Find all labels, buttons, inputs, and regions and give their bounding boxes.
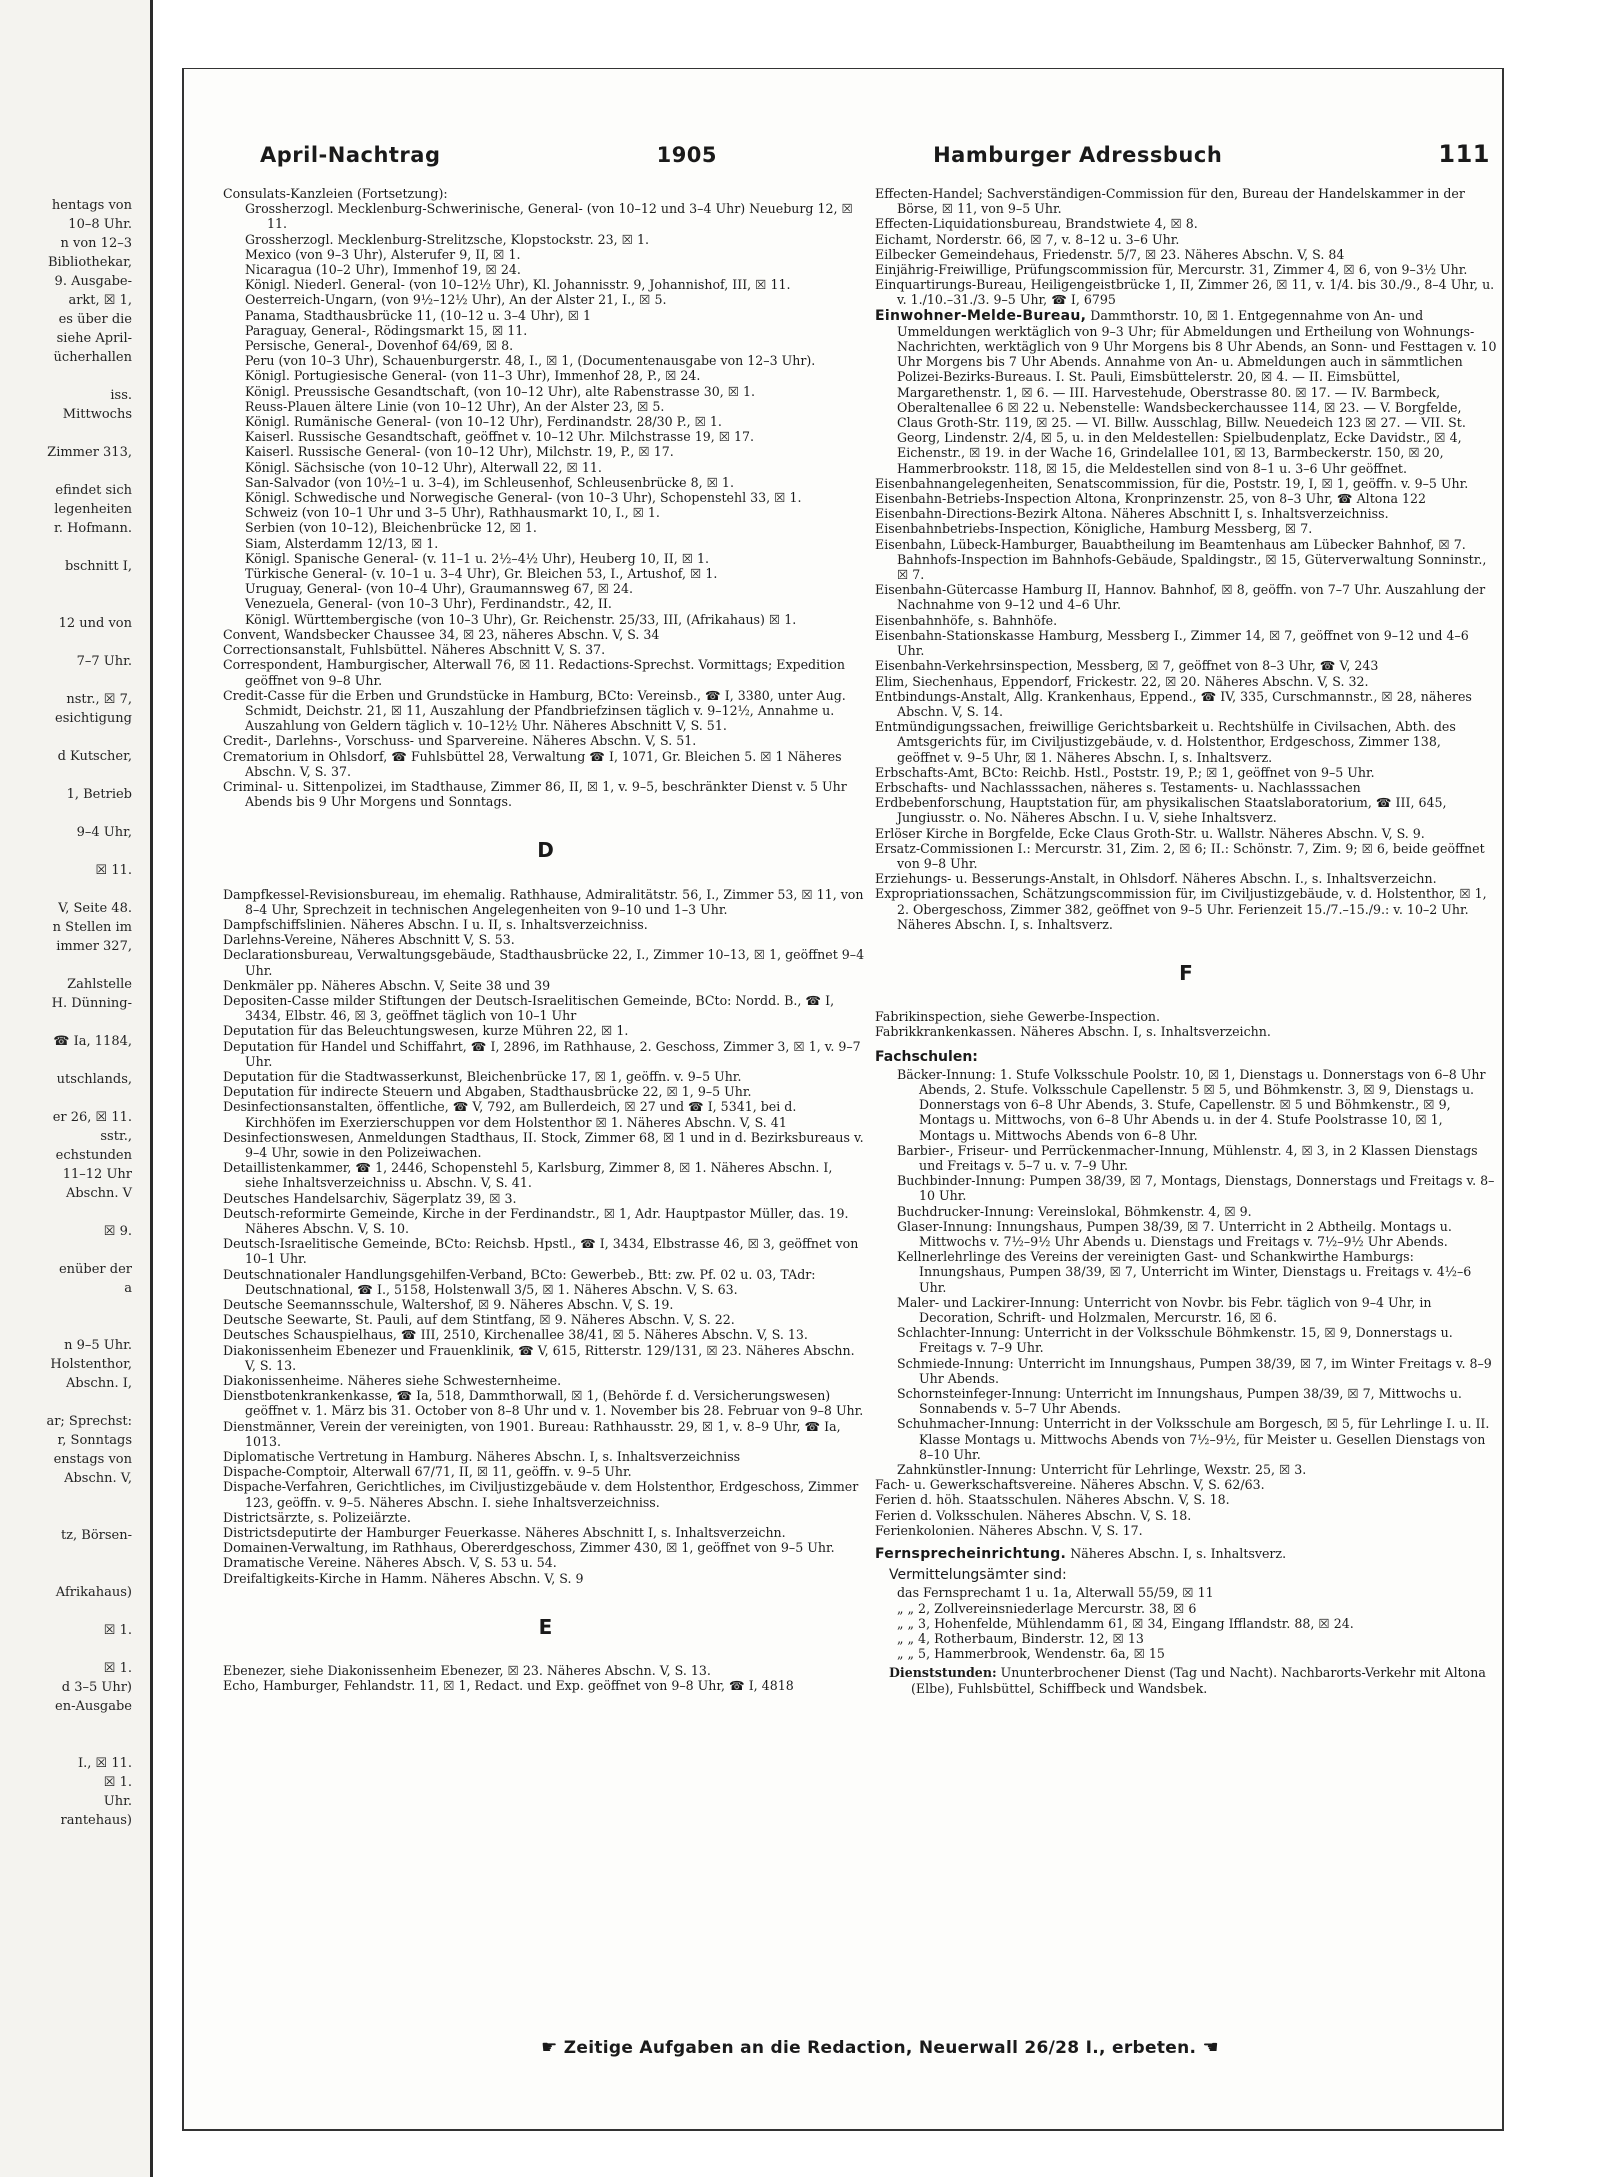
margin-fragment	[0, 1602, 150, 1621]
fachschulen-heading: Fachschulen:	[875, 1048, 978, 1065]
directory-entry: Dramatische Vereine. Näheres Absch. V, S. 53 u. 54.	[223, 1555, 557, 1571]
margin-fragment: immer 327,	[56, 939, 132, 954]
consulate-entry: Grossherzogl. Mecklenburg-Strelitzsche, Klopstockstr. 23, ☒ 1.	[245, 231, 649, 247]
directory-entry: Elim, Siechenhaus, Eppendorf, Frickestr. 22, ☒ 20. Näheres Abschn. V, S. 32.	[875, 673, 1369, 689]
margin-fragment: efindet sich	[55, 483, 132, 498]
directory-entry: Fabrikkrankenkassen. Näheres Abschn. I, s. Inhaltsverzeichn.	[875, 1024, 1271, 1040]
d-entries-list	[223, 887, 868, 1586]
directory-entry: Erbschafts- und Nachlasssachen, näheres s. Testaments- u. Nachlasssachen	[875, 779, 1361, 795]
margin-fragment: Abschn. V,	[64, 1471, 132, 1486]
margin-fragment: arkt, ☒ 1,	[68, 293, 132, 308]
margin-fragment: iss.	[110, 388, 132, 403]
margin-fragment: sstr.,	[100, 1129, 132, 1144]
consulate-entry: Königl. Preussische Gesandtschaft, (von 10–12 Uhr), alte Rabenstrasse 30, ☒ 1.	[245, 383, 756, 399]
directory-entry: Ersatz-Commissionen I.: Mercurstr. 31, Zim. 2, ☒ 6; II.: Schönstr. 7, Zim. 9; ☒ 6, beide geöffnet von 9–8 Uhr.	[875, 840, 1485, 871]
footer-text: Zeitige Aufgaben an die Redaction, Neuerwall 26/28 I., erbeten.	[563, 2038, 1197, 2058]
pointing-hand-left-icon: ☛	[541, 2037, 558, 2058]
margin-fragment: n Stellen im	[52, 920, 132, 935]
directory-entry: Dampfkessel-Revisionsbureau, im ehemalig. Rathhause, Admiralitätstr. 56, I., Zimmer 53, ☒ 11, von 8–4 Uhr, Sprechzeit in technischen Angelegenheiten von 9–10 und 1–3 Uhr.	[223, 886, 864, 917]
directory-entry: Crematorium in Ohlsdorf, ☎ Fuhlsbüttel 28, Verwaltung ☎ I, 1071, Gr. Bleichen 5. ☒ 1 Näheres Abschn. V, S. 37.	[223, 748, 842, 779]
directory-entry: Deputation für das Beleuchtungswesen, kurze Mühren 22, ☒ 1.	[223, 1023, 629, 1039]
consulate-entry: Königl. Württembergische (von 10–3 Uhr), Gr. Reichenstr. 25/33, III, (Afrikahaus) ☒ 1.	[245, 611, 797, 627]
fachschule-entry: Schlachter-Innung: Unterricht in der Volksschule Böhmkenstr. 15, ☒ 9, Donnerstags u. Freitags v. 7–9 Uhr.	[897, 1325, 1453, 1356]
margin-fragment: H. Dünning-	[51, 996, 132, 1011]
margin-fragment: Abschn. V	[65, 1186, 132, 1201]
margin-fragment: 9–4 Uhr,	[76, 825, 132, 840]
margin-fragment: Mittwochs	[62, 407, 132, 422]
margin-fragment	[0, 956, 150, 975]
margin-fragment	[0, 671, 150, 690]
directory-entry: Erdbebenforschung, Hauptstation für, am physikalischen Staatslaboratorium, ☎ III, 645, Jungiusstr. o. No. Näheres Abschn. I u. V, siehe Inhaltsverz.	[875, 795, 1447, 826]
directory-entry: Ferien d. Volksschulen. Näheres Abschn. V, S. 18.	[875, 1507, 1192, 1523]
directory-entry: Desinfectionswesen, Anmeldungen Stadthaus, II. Stock, Zimmer 68, ☒ 1 und in d. Bezirksbureaus v. 9–4 Uhr, sowie in den Polizeiwachen.	[223, 1129, 864, 1160]
directory-entry: Districtsärzte, s. Polizeiärzte.	[223, 1509, 411, 1525]
margin-fragment: ar; Sprechst:	[46, 1414, 132, 1429]
margin-fragment: bschnitt I,	[64, 559, 132, 574]
margin-fragment	[0, 728, 150, 747]
margin-fragment: siehe April-	[56, 331, 132, 346]
directory-entry: Diplomatische Vertretung in Hamburg. Näheres Abschn. I, s. Inhaltsverzeichniss	[223, 1449, 741, 1465]
consulate-entry: Königl. Schwedische und Norwegische General- (von 10–3 Uhr), Schopenstehl 33, ☒ 1.	[245, 490, 802, 506]
directory-entry: Diakonissenheim Ebenezer und Frauenklinik, ☎ V, 615, Ritterstr. 129/131, ☒ 23. Näheres Abschn. V, S. 13.	[223, 1342, 855, 1373]
dienststunden-text: Ununterbrochener Dienst (Tag und Nacht). Nachbarorts-Verkehr mit Altona (Elbe), Fuhlsbüttel, Schiffbeck und Wandsbek.	[911, 1665, 1486, 1696]
consulate-entry: Kaiserl. Russische Gesandtschaft, geöffnet v. 10–12 Uhr. Milchstrasse 19, ☒ 17.	[245, 429, 755, 445]
e-entries-top-list	[875, 186, 1497, 308]
margin-fragment: hentags von	[51, 198, 132, 213]
left-column	[223, 186, 868, 1693]
margin-fragment: n 9–5 Uhr.	[64, 1338, 132, 1353]
section-letter-f: F	[1179, 960, 1193, 985]
fachschule-entry: Barbier-, Friseur- und Perrückenmacher-Innung, Mühlenstr. 4, ☒ 3, in 2 Klassen Dienstags und Freitags v. 5–7 u. v. 7–9 Uhr.	[897, 1142, 1478, 1173]
consulate-entry: Venezuela, General- (von 10–3 Uhr), Ferdinandstr., 42, II.	[245, 596, 612, 612]
margin-fragment: utschlands,	[56, 1072, 132, 1087]
directory-entry: Eichamt, Norderstr. 66, ☒ 7, v. 8–12 u. 3–6 Uhr.	[875, 231, 1180, 247]
fachschule-entry: Schornsteinfeger-Innung: Unterricht im Innungshaus, Pumpen 38/39, ☒ 7, Mittwochs u. Sonnabends v. 5–7 Uhr Abends.	[897, 1386, 1462, 1417]
margin-fragment: Uhr.	[103, 1794, 132, 1809]
consulate-entry: Oesterreich-Ungarn, (von 9½–12½ Uhr), An der Alster 21, I., ☒ 5.	[245, 292, 667, 308]
directory-entry: Desinfectionsanstalten, öffentliche, ☎ V, 792, am Bullerdeich, ☒ 27 und ☎ I, 5341, bei d. Kirchhöfen im Exerzierschuppen vor dem Holstenthor ☒ 1. Näheres Abschn. V, S. 41	[223, 1099, 797, 1130]
consulate-entry: Kaiserl. Russische General- (von 10–12 Uhr), Milchstr. 19, P., ☒ 17.	[245, 444, 674, 460]
fachschulen-list	[875, 1067, 1497, 1477]
margin-fragment: Holstenthor,	[50, 1357, 132, 1372]
directory-entry: Deutsch-reformirte Gemeinde, Kirche in der Ferdinandstr., ☒ 1, Adr. Hauptpastor Müller, das. 19. Näheres Abschn. V, S. 10.	[223, 1205, 849, 1236]
fernsprech-title: Fernsprecheinrichtung.	[875, 1546, 1067, 1563]
fachschule-entry: Kellnerlehrlinge des Vereins der vereinigten Gast- und Schankwirthe Hamburgs: Innungshaus, Pumpen 38/39, ☒ 7, Unterricht im Winter, Dienstags u. Freitags v. 4½–6 Uhr.	[897, 1249, 1472, 1295]
c-entries-list	[223, 627, 868, 809]
margin-fragment: er 26, ☒ 11.	[52, 1110, 132, 1125]
margin-fragment: es über die	[58, 312, 132, 327]
directory-entry: Eilbecker Gemeindehaus, Friedenstr. 5/7, ☒ 23. Näheres Abschn. V, S. 84	[875, 246, 1345, 262]
exchange-office-entry: „ „ 2, Zollvereinsniederlage Mercurstr. 38, ☒ 6	[897, 1600, 1197, 1616]
fachschule-entry: Buchdrucker-Innung: Vereinslokal, Böhmkenstr. 4, ☒ 9.	[897, 1203, 1252, 1219]
e-entries-list	[223, 1663, 868, 1693]
directory-entry: Dienstbotenkrankenkasse, ☎ Ia, 518, Dammthorwall, ☒ 1, (Behörde f. d. Versicherungswesen) geöffnet v. 1. März bis 31. October von 8–8 Uhr und v. 1. November bis 28. Februar von 9–8 Uhr.	[223, 1388, 864, 1419]
page-number: 111	[1438, 140, 1490, 168]
directory-entry: Dispache-Verfahren, Gerichtliches, im Civiljustizgebäude v. dem Holstenthor, Erdgeschoss, Zimmer 123, geöffn. v. 9–5. Näheres Abschn. I. siehe Inhaltsverzeichniss.	[223, 1479, 859, 1510]
margin-fragment: ☒ 1.	[103, 1775, 132, 1790]
directory-entry: Effecten-Liquidationsbureau, Brandstwiete 4, ☒ 8.	[875, 216, 1198, 232]
margin-fragment	[0, 1089, 150, 1108]
margin-fragment: legenheiten	[54, 502, 132, 517]
margin-fragment: r, Sonntags	[57, 1433, 132, 1448]
consulate-entry: Königl. Sächsische (von 10–12 Uhr), Alterwall 22, ☒ 11.	[245, 459, 602, 475]
margin-fragment: Bibliothekar,	[47, 255, 132, 270]
consulate-entry: Königl. Spanische General- (v. 11–1 u. 2½–4½ Uhr), Heuberg 10, II, ☒ 1.	[245, 550, 710, 566]
margin-fragment: Afrikahaus)	[55, 1585, 132, 1600]
directory-entry: Eisenbahnangelegenheiten, Senatscommission, für die, Poststr. 19, I, ☒ 1, geöffn. v. 9–5 Uhr.	[875, 475, 1469, 491]
margin-fragment	[0, 1507, 150, 1526]
consulats-list	[223, 201, 868, 627]
consulate-entry: Persische, General-, Dovenhof 64/69, ☒ 8.	[245, 338, 514, 354]
fachschule-entry: Zahnkünstler-Innung: Unterricht für Lehrlinge, Wexstr. 25, ☒ 3.	[897, 1462, 1307, 1478]
margin-fragment: 9. Ausgabe-	[54, 274, 132, 289]
directory-entry: Eisenbahn, Lübeck-Hamburger, Bauabtheilung im Beamtenhaus am Lübecker Bahnhof, ☒ 7. Bahnhofs-Inspection im Bahnhofs-Gebäude, Spaldingstr., ☒ 15, Güterverwaltung Sonninstr., ☒ 7.	[875, 536, 1487, 583]
margin-fragment	[0, 1317, 150, 1336]
margin-fragment	[0, 538, 150, 557]
header-title: Hamburger Adressbuch	[933, 143, 1223, 167]
directory-entry: Correspondent, Hamburgischer, Alterwall 76, ☒ 11. Redactions-Sprechst. Vormittags; Expedition geöffnet von 9–8 Uhr.	[223, 657, 845, 688]
meldebureau-text: Dammthorstr. 10, ☒ 1. Entgegennahme von An- und Ummeldungen werktäglich von 9–3 Uhr; für Abmeldungen und Ertheilung von Wohnungs-Nachrichten, werktäglich von 9 Uhr Morgens bis 8 Uhr Abends, an Sonn- und Festtagen v. 10 Uhr Morgens bis 7 Uhr Abends. Annahme von An- u. Abmeldungen auch in sämmtlichen Polizei-Bezirks-Bureaus. I. St. Pauli, Eimsbüttelerstr. 20, ☒ 4. — II. Eimsbüttel, Margarethenstr. 1, ☒ 6. — III. Harvestehude, Oberstrasse 80. ☒ 17. — IV. Barmbeck, Oberaltenallee 6 ☒ 22 u. Nebenstelle: Wandsbeckerchaussee 114, ☒ 23. — V. Borgfelde, Claus Groth-Str. 119, ☒ 25. — VI. Billw. Ausschlag, Billw. Neuedeich 123 ☒ 27. — VII. St. Georg, Lindenstr. 2/4, ☒ 5, u. in den Meldestellen: Spielbudenplatz, Ecke Davidstr., ☒ 4, Eichenstr., ☒ 19. in der Wache 16, Grindelallee 101, ☒ 13, Barmbeckerstr. 150, ☒ 20, Hammerbrookstr. 118, ☒ 15, die Meldestellen sind von 8–1 u. 3–6 Uhr geöffnet.	[897, 307, 1497, 476]
margin-fragment: 1, Betrieb	[66, 787, 132, 802]
directory-entry: Expropriationssachen, Schätzungscommission für, im Civiljustizgebäude, v. d. Holstenthor, ☒ 1, 2. Obergeschoss, Zimmer 382, geöffnet von 9–5 Uhr. Ferienzeit 15./7.–15./9.: v. 10–2 Uhr. Näheres Abschn. I, s. Inhaltsverz.	[875, 886, 1487, 932]
vermittlung-heading: Vermittelungsämter sind:	[889, 1567, 1067, 1584]
header-section: April-Nachtrag	[260, 143, 441, 167]
directory-entry: Echo, Hamburger, Fehlandstr. 11, ☒ 1, Redact. und Exp. geöffnet von 9–8 Uhr, ☎ I, 4818	[223, 1678, 794, 1694]
margin-fragment	[0, 1488, 150, 1507]
directory-entry: Eisenbahn-Stationskasse Hamburg, Messberg I., Zimmer 14, ☒ 7, geöffnet von 9–12 und 4–6 Uhr.	[875, 627, 1469, 659]
directory-entry: Effecten-Handel; Sachverständigen-Commission für den, Bureau der Handelskammer in der Börse, ☒ 11, von 9–5 Uhr.	[875, 186, 1465, 217]
directory-entry: Fach- u. Gewerkschaftsvereine. Näheres Abschn. V, S. 62/63.	[875, 1477, 1265, 1493]
directory-entry: Deputation für Handel und Schiffahrt, ☎ I, 2896, im Rathhause, 2. Geschoss, Zimmer 3, ☒ 1, v. 9–7 Uhr.	[223, 1038, 861, 1069]
directory-entry: Eisenbahn-Gütercasse Hamburg II, Hannov. Bahnhof, ☒ 8, geöffn. von 7–7 Uhr. Auszahlung der Nachnahme von 9–12 und 4–6 Uhr.	[875, 582, 1486, 613]
margin-fragment	[0, 1545, 150, 1564]
consulate-entry: San-Salvador (von 10½–1 u. 3–4), im Schleusenhof, Schleusenbrücke 8, ☒ 1.	[245, 474, 734, 490]
consulate-entry: Serbien (von 10–12), Bleichenbrücke 12, ☒ 1.	[245, 520, 537, 536]
margin-fragment	[0, 842, 150, 861]
margin-fragment: 10–8 Uhr.	[68, 217, 132, 232]
margin-fragment	[0, 1203, 150, 1222]
margin-fragment: ☒ 1.	[103, 1623, 132, 1638]
margin-fragment: en-Ausgabe	[55, 1699, 132, 1714]
directory-entry: Deutsch-Israelitische Gemeinde, BCto: Reichsb. Hpstl., ☎ I, 3434, Elbstrasse 46, ☒ 3, geöffnet von 10–1 Uhr.	[223, 1236, 859, 1267]
meldebureau-entry	[875, 308, 1497, 476]
margin-fragment: 12 und von	[58, 616, 132, 631]
consulate-entry: Königl. Portugiesische General- (von 11–3 Uhr), Immenhof 28, P., ☒ 24.	[245, 368, 701, 384]
margin-fragment: n von 12–3	[60, 236, 132, 251]
directory-entry: Erziehungs- u. Besserungs-Anstalt, in Ohlsdorf. Näheres Abschn. I., s. Inhaltsverzeichn.	[875, 871, 1437, 887]
margin-fragment: ☒ 1.	[103, 1661, 132, 1676]
margin-fragment	[0, 1735, 150, 1754]
directory-entry: Diakonissenheime. Näheres siehe Schwesternheime.	[223, 1373, 562, 1389]
directory-entry: Eisenbahnbetriebs-Inspection, Königliche, Hamburg Messberg, ☒ 7.	[875, 521, 1313, 537]
margin-fragment: 7–7 Uhr.	[76, 654, 132, 669]
margin-fragment: I., ☒ 11.	[78, 1756, 132, 1771]
consulate-entry: Siam, Alsterdamm 12/13, ☒ 1.	[245, 535, 439, 551]
directory-entry: Detaillistenkammer, ☎ 1, 2446, Schopenstehl 5, Karlsburg, Zimmer 8, ☒ 1. Näheres Abschn. I, siehe Inhaltsverzeichniss u. Abschn. V, S. 41.	[223, 1160, 833, 1191]
margin-fragment: echstunden	[55, 1148, 132, 1163]
page-footer	[430, 2037, 1330, 2058]
margin-fragment: 11–12 Uhr	[62, 1167, 132, 1182]
directory-entry: Criminal- u. Sittenpolizei, im Stadthause, Zimmer 86, II, ☒ 1, v. 9–5, beschränkter Dienst v. 5 Uhr Abends bis 9 Uhr Morgens und Sonntags.	[223, 778, 847, 810]
directory-entry: Eisenbahn-Verkehrsinspection, Messberg, ☒ 7, geöffnet von 8–3 Uhr, ☎ V, 243	[875, 658, 1379, 674]
margin-fragment	[0, 576, 150, 595]
margin-fragment: ☎ Ia, 1184,	[53, 1034, 132, 1049]
margin-fragment	[0, 1051, 150, 1070]
pointing-hand-right-icon: ☚	[1202, 2037, 1219, 2058]
directory-entry: Convent, Wandsbecker Chaussee 34, ☒ 23, näheres Abschn. V, S. 34	[223, 626, 660, 642]
directory-entry: Denkmäler pp. Näheres Abschn. V, Seite 38 und 39	[223, 977, 551, 993]
directory-entry: Credit-, Darlehns-, Vorschuss- und Sparvereine. Näheres Abschn. V, S. 51.	[223, 733, 697, 749]
consulate-entry: Schweiz (von 10–1 Uhr und 3–5 Uhr), Rathhausmarkt 10, I., ☒ 1.	[245, 505, 660, 521]
directory-entry: Domainen-Verwaltung, im Rathhaus, Obererdgeschoss, Zimmer 430, ☒ 1, geöffnet von 9–5 Uhr.	[223, 1540, 835, 1556]
consulats-intro: Consulats-Kanzleien (Fortsetzung):	[223, 186, 448, 201]
e-entries-mid-list	[875, 476, 1497, 932]
margin-fragment: d Kutscher,	[57, 749, 132, 764]
directory-entry: Erbschafts-Amt, BCto: Reichb. Hstl., Poststr. 19, P.; ☒ 1, geöffnet von 9–5 Uhr.	[875, 764, 1375, 780]
margin-fragment: d 3–5 Uhr)	[61, 1680, 132, 1695]
adjacent-page-edge	[0, 0, 153, 2177]
directory-entry: Depositen-Casse milder Stiftungen der Deutsch-Israelitischen Gemeinde, BCto: Nordd. B., ☎ I, 3434, Elbstr. 46, ☒ 3, geöffnet täglich von 10–1 Uhr	[223, 992, 835, 1024]
exchange-office-entry: „ „ 4, Rotherbaum, Binderstr. 12, ☒ 13	[897, 1631, 1144, 1647]
margin-fragment	[0, 1298, 150, 1317]
margin-fragment	[0, 880, 150, 899]
directory-entry: Einquartirungs-Bureau, Heiligengeistbrücke 1, II, Zimmer 26, ☒ 11, v. 1/4. bis 30./9., 8–4 Uhr, u. v. 1./10.–31./3. 9–5 Uhr, ☎ I, 6795	[875, 277, 1495, 308]
margin-fragment	[0, 1716, 150, 1735]
exchange-office-entry: das Fernsprechamt 1 u. 1a, Alterwall 55/59, ☒ 11	[897, 1585, 1214, 1601]
margin-fragment: enstags von	[53, 1452, 132, 1467]
margin-fragment: V, Seite 48.	[58, 901, 132, 916]
directory-entry: Dispache-Comptoir, Alterwall 67/71, II, ☒ 11, geöffn. v. 9–5 Uhr.	[223, 1464, 632, 1480]
directory-entry: Deutsches Handelsarchiv, Sägerplatz 39, ☒ 3.	[223, 1190, 517, 1206]
directory-entry: Ebenezer, siehe Diakonissenheim Ebenezer, ☒ 23. Näheres Abschn. V, S. 13.	[223, 1663, 711, 1679]
fachschule-entry: Bäcker-Innung: 1. Stufe Volksschule Poolstr. 10, ☒ 1, Dienstags u. Donnerstags von 6–8 Uhr Abends, 2. Stufe. Volksschule Capellenstr. 5 ☒ 5, und Böhmkenstr. 3, ☒ 9, Dienstags u. Donnerstags von 6–8 Uhr Abends, 3. Stufe, Capellenstr. ☒ 5 und Böhmkenstr., ☒ 9, Montags u. Mittwochs, von 6–8 Uhr Abends u. in der 4. Stufe Poolstrasse 10, ☒ 1, Montags u. Mittwochs Abends von 6–8 Uhr.	[897, 1066, 1486, 1143]
margin-fragment: enüber der	[58, 1262, 132, 1277]
margin-fragment: ☒ 11.	[95, 863, 132, 878]
directory-entry: Dienstmänner, Verein der vereinigten, von 1901. Bureau: Rathhausstr. 29, ☒ 1, v. 8–9 Uhr, ☎ Ia, 1013.	[223, 1418, 841, 1449]
consulate-entry: Königl. Rumänische General- (von 10–12 Uhr), Ferdinandstr. 28/30 P., ☒ 1.	[245, 414, 722, 430]
directory-entry: Eisenbahn-Betriebs-Inspection Altona, Kronprinzenstr. 25, von 8–3 Uhr, ☎ Altona 122	[875, 491, 1426, 507]
margin-fragment: Zimmer 313,	[47, 445, 132, 460]
consulate-entry: Grossherzogl. Mecklenburg-Schwerinische, General- (von 10–12 und 3–4 Uhr) Neueburg 12, ☒ 11.	[245, 201, 853, 232]
margin-fragment	[0, 1241, 150, 1260]
header-year: 1905	[656, 143, 718, 167]
directory-entry: Districtsdeputirte der Hamburger Feuerkasse. Näheres Abschnitt I, s. Inhaltsverzeichn.	[223, 1525, 786, 1541]
margin-fragment	[0, 424, 150, 443]
directory-entry: Einjährig-Freiwillige, Prüfungscommission für, Mercurstr. 31, Zimmer 4, ☒ 6, von 9–3½ Uhr.	[875, 262, 1468, 278]
margin-fragment	[0, 595, 150, 614]
consulate-entry: Königl. Niederl. General- (von 10–12½ Uhr), Kl. Johannisstr. 9, Johannishof, III, ☒ 11.	[245, 277, 791, 293]
directory-entry: Fabrikinspection, siehe Gewerbe-Inspection.	[875, 1009, 1161, 1025]
directory-entry: Ferienkolonien. Näheres Abschn. V, S. 17.	[875, 1522, 1143, 1538]
directory-entry: Entbindungs-Anstalt, Allg. Krankenhaus, Eppend., ☎ IV, 335, Curschmannstr., ☒ 28, näheres Abschn. V, S. 14.	[875, 688, 1472, 719]
margin-fragment	[0, 1013, 150, 1032]
fachschule-entry: Schmiede-Innung: Unterricht im Innungshaus, Pumpen 38/39, ☒ 7, im Winter Freitags v. 8–9 Uhr Abends.	[897, 1355, 1492, 1386]
margin-fragment: rantehaus)	[60, 1813, 132, 1828]
margin-fragment	[0, 1640, 150, 1659]
directory-entry: Dampfschiffslinien. Näheres Abschn. I u. II, s. Inhaltsverzeichniss.	[223, 916, 648, 932]
right-column	[875, 186, 1497, 1696]
directory-entry: Entmündigungssachen, freiwillige Gerichtsbarkeit u. Rechtshülfe in Civilsachen, Abth. des Amtsgerichts für, im Civiljustizgebäude, v. d. Holstenthor, Erdgeschoss, Zimmer 138, geöffnet v. 9–5 Uhr, ☒ 1. Näheres Abschn. I, s. Inhaltsverz.	[875, 719, 1456, 765]
meldebureau-title: Einwohner-Melde-Bureau,	[875, 307, 1087, 324]
directory-entry: Deutsches Schauspielhaus, ☎ III, 2510, Kirchenallee 38/41, ☒ 5. Näheres Abschn. V, S. 13.	[223, 1327, 808, 1343]
consulate-entry: Paraguay, General-, Rödingsmarkt 15, ☒ 11.	[245, 322, 528, 338]
directory-entry: Declarationsbureau, Verwaltungsgebäude, Stadthausbrücke 22, I., Zimmer 10–13, ☒ 1, geöffnet 9–4 Uhr.	[223, 947, 865, 978]
section-letter-e: E	[538, 1614, 553, 1639]
directory-entry: Darlehns-Vereine, Näheres Abschnitt V, S. 53.	[223, 932, 515, 948]
consulate-entry: Mexico (von 9–3 Uhr), Alsterufer 9, II, ☒ 1.	[245, 246, 521, 262]
directory-entry: Correctionsanstalt, Fuhlsbüttel. Näheres Abschnitt V, S. 37.	[223, 642, 606, 658]
margin-fragment	[0, 633, 150, 652]
directory-entry: Credit-Casse für die Erben und Grundstücke in Hamburg, BCto: Vereinsb., ☎ I, 3380, unter Aug. Schmidt, Deichstr. 21, ☒ 11, Auszahlung der Pfandbriefzinsen täglich v. 9–12½, Annahme u. Auszahlung von Geldern täglich v. 10–12½ Uhr. Näheres Abschnitt V, S. 51.	[223, 687, 846, 734]
margin-fragment: Zahlstelle	[67, 977, 132, 992]
directory-entry: Dreifaltigkeits-Kirche in Hamm. Näheres Abschn. V, S. 9	[223, 1570, 584, 1586]
consulate-entry: Reuss-Plauen ältere Linie (von 10–12 Uhr), An der Alster 23, ☒ 5.	[245, 398, 665, 414]
directory-entry: Deutschnationaler Handlungsgehilfen-Verband, BCto: Gewerbeb., Btt: zw. Pf. 02 u. 03, TAdr: Deutschnational, ☎ I., 5158, Holstenwall 3/5, ☒ 1. Näheres Abschn. V, S. 63.	[223, 1266, 816, 1297]
fachschule-entry: Schuhmacher-Innung: Unterricht in der Volksschule am Borgesch, ☒ 5, für Lehrlinge I. u. II. Klasse Montags u. Mittwochs Abends von 7½–9½, für Meister u. Gesellen Dienstags von 8–10 Uhr.	[897, 1416, 1490, 1462]
directory-entry: Ferien d. höh. Staatsschulen. Näheres Abschn. V, S. 18.	[875, 1492, 1230, 1508]
dienststunden-entry	[875, 1665, 1497, 1695]
margin-fragment: ücherhallen	[53, 350, 132, 365]
dienststunden-title: Dienststunden:	[889, 1665, 997, 1681]
fachschule-entry: Buchbinder-Innung: Pumpen 38/39, ☒ 7, Montags, Dienstags, Donnerstags und Freitags v. 8–10 Uhr.	[897, 1173, 1495, 1204]
vermittlung-list	[875, 1585, 1497, 1661]
exchange-office-entry: „ „ 5, Hammerbrook, Wendenstr. 6a, ☒ 15	[897, 1646, 1165, 1662]
margin-fragment	[0, 1393, 150, 1412]
directory-entry: Deputation für indirecte Steuern und Abgaben, Stadthausbrücke 22, ☒ 1, 9–5 Uhr.	[223, 1084, 752, 1100]
exchange-office-entry: „ „ 3, Hohenfelde, Mühlendamm 61, ☒ 34, Eingang Ifflandstr. 88, ☒ 24.	[897, 1615, 1354, 1631]
margin-fragment	[0, 462, 150, 481]
margin-fragment	[0, 766, 150, 785]
fernsprech-text: Näheres Abschn. I, s. Inhaltsverz.	[1070, 1546, 1287, 1562]
consulate-entry: Uruguay, General- (von 10–4 Uhr), Graumannsweg 67, ☒ 24.	[245, 581, 633, 597]
fernsprech-entry	[875, 1546, 1497, 1562]
fachschule-entry: Maler- und Lackirer-Innung: Unterricht von Novbr. bis Febr. täglich von 9–4 Uhr, in Decoration, Schrift- und Holzmalen, Mercurstr. 16, ☒ 6.	[897, 1294, 1432, 1326]
consulate-entry: Türkische General- (v. 10–1 u. 3–4 Uhr), Gr. Bleichen 53, I., Artushof, ☒ 1.	[245, 566, 718, 582]
margin-fragment	[0, 1564, 150, 1583]
directory-entry: Erlöser Kirche in Borgfelde, Ecke Claus Groth-Str. u. Wallstr. Näheres Abschn. V, S. 9.	[875, 825, 1425, 841]
fachschule-entry: Glaser-Innung: Innungshaus, Pumpen 38/39, ☒ 7. Unterricht in 2 Abtheilg. Montags u. Mittwochs v. 7½–9½ Uhr Abends u. Dienstags und Freitags v. 7½–9½ Uhr Abends.	[897, 1218, 1452, 1249]
directory-entry: Deutsche Seemannsschule, Waltershof, ☒ 9. Näheres Abschn. V, S. 19.	[223, 1297, 674, 1313]
margin-fragment	[0, 804, 150, 823]
section-letter-d: D	[537, 838, 554, 863]
f-entries-list	[875, 1009, 1497, 1039]
margin-fragment: nstr., ☒ 7,	[66, 692, 132, 707]
page-header	[260, 140, 1490, 176]
margin-fragment	[0, 367, 150, 386]
margin-fragment: Abschn. I,	[66, 1376, 132, 1391]
directory-entry: Eisenbahn-Directions-Bezirk Altona. Näheres Abschnitt I, s. Inhaltsverzeichniss.	[875, 506, 1389, 522]
consulate-entry: Peru (von 10–3 Uhr), Schauenburgerstr. 48, I., ☒ 1, (Documentenausgabe von 12–3 Uhr).	[245, 353, 816, 369]
directory-entry: Deputation für die Stadtwasserkunst, Bleichenbrücke 17, ☒ 1, geöffn. v. 9–5 Uhr.	[223, 1068, 742, 1084]
directory-entry: Deutsche Seewarte, St. Pauli, auf dem Stintfang, ☒ 9. Näheres Abschn. V, S. 22.	[223, 1312, 735, 1328]
margin-fragment: esichtigung	[55, 711, 132, 726]
consulate-entry: Nicaragua (10–2 Uhr), Immenhof 19, ☒ 24.	[245, 262, 521, 278]
consulate-entry: Panama, Stadthausbrücke 11, (10–12 u. 3–4 Uhr), ☒ 1	[245, 307, 592, 323]
margin-fragment: r. Hofmann.	[54, 521, 132, 536]
directory-entry: Eisenbahnhöfe, s. Bahnhöfe.	[875, 612, 1058, 628]
adjacent-page-text	[0, 0, 150, 1830]
margin-fragment: tz, Börsen-	[60, 1528, 132, 1543]
f-entries-after-list	[875, 1477, 1497, 1538]
margin-fragment: a	[124, 1281, 132, 1296]
margin-fragment: ☒ 9.	[103, 1224, 132, 1239]
